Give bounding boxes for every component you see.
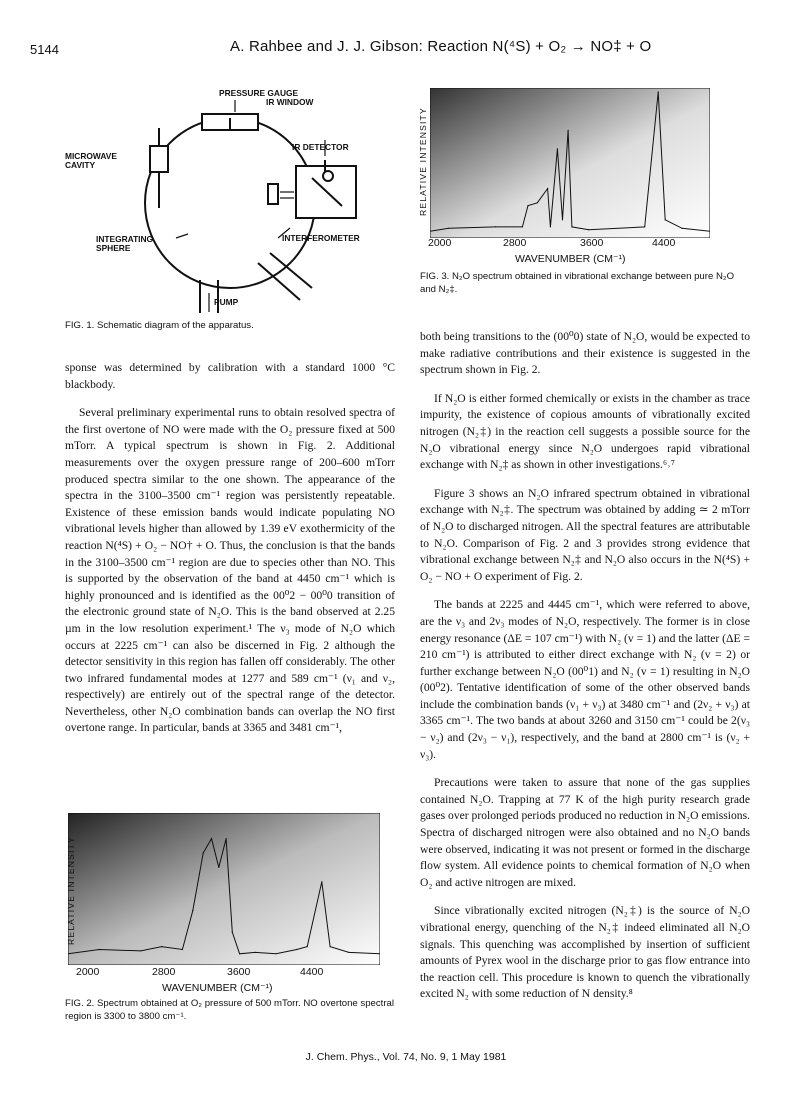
fig3-tick: 2800 [503, 237, 527, 249]
fig2-data-point [218, 867, 219, 868]
right-column [420, 329, 750, 1015]
fig2-data-point [255, 952, 256, 953]
fig2-tick: 2000 [76, 966, 100, 978]
fig1-caption: FIG. 1. Schematic diagram of the apparatus. [65, 320, 254, 331]
label-ir-window: IR WINDOW [266, 97, 314, 107]
fig3-data-point [681, 228, 682, 229]
fig2-data-point [203, 852, 204, 853]
fig3-data-point [588, 229, 589, 230]
fig2-data-point [296, 949, 297, 950]
fig2-tick: 2800 [152, 966, 176, 978]
fig2-data-point [182, 949, 183, 950]
fig2-data-point [226, 838, 227, 839]
fig2-plot-area [68, 813, 380, 965]
fig2-data-point [275, 953, 276, 954]
fig2-chart [68, 813, 380, 965]
fig2-data-point [232, 932, 233, 933]
fig3-caption: FIG. 3. N₂O spectrum obtained in vibrational exchange between pure N₂O and N₂‡. [420, 271, 735, 295]
fig2-data-point [348, 952, 349, 953]
paragraph: Several preliminary experimental runs to obtain resolved spectra of the first overtone of NO were made with the O₂ pressure fixed at 500 mTorr. A typical spectrum is shown in Fig. 2. Additional measurements over the oxygen pressure range of 200–600 mTorr produced spectra similar to the one shown. The appearance of the spectra in the 3100–3500 cm⁻¹ region was persistently repeatable. Existence of these emission bands would indicate populating NO vibrational levels higher than allowed by 1.39 eV exothermicity of the reaction N(⁴S) + O₂ − NO† + O. Thus, the conclusion is that the bands in the 3100–3500 cm⁻¹ region are due to species other than NO. This is supported by the observation of the band at 4450 cm⁻¹ which is highly pronounced and is identified as the 00⁰2 − 00⁰0 transition of the electronic ground state of N₂O. This is the band observed at 2.25 µm in the low resolution experiment.¹ The ν₃ mode of N₂O which occurs at 2225 cm⁻¹ can also be discerned in Fig. 2 although the detector sensitivity in this region has fallen off considerably. The other two infrared fundamental modes at 1277 and 589 cm⁻¹ (ν₁ and ν₂, respectively) are entirely out of the spectral range of the detector. Nevertheless, other N₂O combination bands can overlap the NO first overtone range. In particular, bands at 3365 and 3481 cm⁻¹, [65, 406, 396, 735]
paragraph: both being transitions to the (00⁰0) state of N₂O, would be expected to make radiative contributions and their existence is suggested in the spectrum shown in Fig. 2. [420, 330, 750, 377]
fig3-data-point [495, 226, 496, 227]
fig2-tick: 3600 [227, 966, 251, 978]
paragraph: If N₂O is either formed chemically or exists in the chamber as trace impurity, the existence of copious amounts of vibrationally excited nitrogen (N₂‡) in the reaction cell suggests a possible source for the N₂O vibrational energy since N₂O undergoes rapid vibrational exchange with N₂‡ as shown in other investigations.⁶˒⁷ [420, 391, 750, 472]
page-number: 5144 [30, 42, 59, 57]
fig2-ylabel: RELATIVE INTENSITY [66, 836, 76, 945]
paragraph: The bands at 2225 and 4445 cm⁻¹, which were referred to above, are the ν₃ and 2ν₃ modes of N₂O, respectively. The former is in close energy resonance (ΔE = 107 cm⁻¹) with N₂ (v = 1) and the latter (ΔE = 210 cm⁻¹) is attributed to either direct exchange with N₂ (v = 2) or further exchange between N₂O (00⁰1) and N₂ (v = 1) resulting in N₂O (00⁰2). Tentative identification of some of the other observed bands include the combination bands (ν₁ + ν₃) at 3480 cm⁻¹ and (2ν₂ + ν₃) at 3365 cm⁻¹. The two bands at about 3260 and 3150 cm⁻¹ could be 2(ν₃ − ν₂) and (2ν₃ − ν₁), respectively, and the band at 2800 cm⁻¹ is (ν₂ + ν₃). [420, 598, 750, 761]
fig3-data-point [557, 148, 558, 149]
paragraph: sponse was determined by calibration with a standard 1000 °C blackbody. [65, 361, 395, 391]
paragraph: Precautions were taken to assure that none of the gas supplies contained N₂O. Trapping at 77 K of the high purity research grade gases over prolonged periods produced no reduction in N₂O emissions. Spectra of discharged nitrogen were also obtained and no N₂O bands were observed, indicating it was not present or formed in the discharge flow system. All evidence points to chemical formation of N₂O when O₂ and active nitrogen are mixed. [420, 776, 750, 889]
fig3-tick: 4400 [652, 237, 676, 249]
fig3-chart [430, 88, 710, 238]
fig1-schematic [80, 88, 410, 318]
fig3-plot-area [430, 88, 710, 238]
left-column [65, 360, 395, 749]
label-integrating-sphere: INTEGRATING SPHERE [96, 234, 154, 253]
fig2-data-point [140, 950, 141, 951]
label-pump: PUMP [214, 297, 239, 307]
fig3-data-point [550, 226, 551, 227]
fig3-data-point [547, 188, 548, 189]
fig3-tick: 3600 [580, 237, 604, 249]
paragraph: Figure 3 shows an N₂O infrared spectrum obtained in vibrational exchange with N₂‡. The spectrum was obtained by adding ≃ 2 mTorr of N₂O to discharged nitrogen. All the spectral features are attributable to N₂O. Comparison of Fig. 2 and 3 provides strong evidence that vibrational exchange between N₂‡ and N₂O also occurs in the N(⁴S) + O₂ − NO + O experiment of Fig. 2. [420, 486, 750, 583]
label-microwave-cavity: MICROWAVE CAVITY [65, 151, 117, 170]
fig3-data-point [571, 226, 572, 227]
label-interferometer: INTERFEROMETER [282, 233, 360, 243]
running-title: A. Rahbee and J. J. Gibson: Reaction N(⁴S) + O₂ → NO‡ + O [230, 38, 652, 55]
fig3-data-point [448, 228, 449, 229]
fig2-data-point [330, 946, 331, 947]
fig3-data-point [568, 130, 569, 131]
fig3-xlabel: WAVENUMBER (CM⁻¹) [515, 253, 626, 265]
fig3-data-point [658, 91, 659, 92]
fig2-data-point [321, 881, 322, 882]
fig2-data-point [307, 946, 308, 947]
fig3-data-point [537, 202, 538, 203]
fig2-data-point [99, 949, 100, 950]
fig2-data-point [239, 953, 240, 954]
fig3-data-point [644, 226, 645, 227]
label-ir-detector: IR DETECTOR [292, 142, 349, 152]
fig3-data-point [665, 219, 666, 220]
fig2-caption: FIG. 2. Spectrum obtained at O₂ pressure of 500 mTorr. NO overtone spectral region is 3300 to 3800 cm⁻¹. [65, 998, 394, 1022]
paragraph: Since vibrationally excited nitrogen (N₂‡) is the source of N₂O vibrational energy, quenching of the N₂‡ indeed eliminated all N₂O signals. This quenching was accomplished by insertion of sufficient amounts of Pyrex wool in the discharge prior to gas flow entrance into the reaction cell. This procedure is known to quench the vibrationally excited N₂ with some reduction of N density.⁸ [420, 904, 750, 1001]
fig3-data-point [522, 226, 523, 227]
fig2-xlabel: WAVENUMBER (CM⁻¹) [162, 982, 273, 994]
fig2-data-point [192, 910, 193, 911]
integrating-sphere-circle [145, 118, 315, 288]
fig2-data-point [161, 946, 162, 947]
journal-footer: J. Chem. Phys., Vol. 74, No. 9, 1 May 1981 [305, 1051, 507, 1063]
fig3-data-point [527, 205, 528, 206]
fig2-tick: 4400 [300, 966, 324, 978]
fig3-ylabel: RELATIVE INTENSITY [418, 107, 428, 216]
fig3-data-point [562, 219, 563, 220]
label-pressure-gauge: PRESSURE GAUGE [219, 88, 299, 98]
fig3-tick: 2000 [428, 237, 452, 249]
fig2-data-point [211, 838, 212, 839]
